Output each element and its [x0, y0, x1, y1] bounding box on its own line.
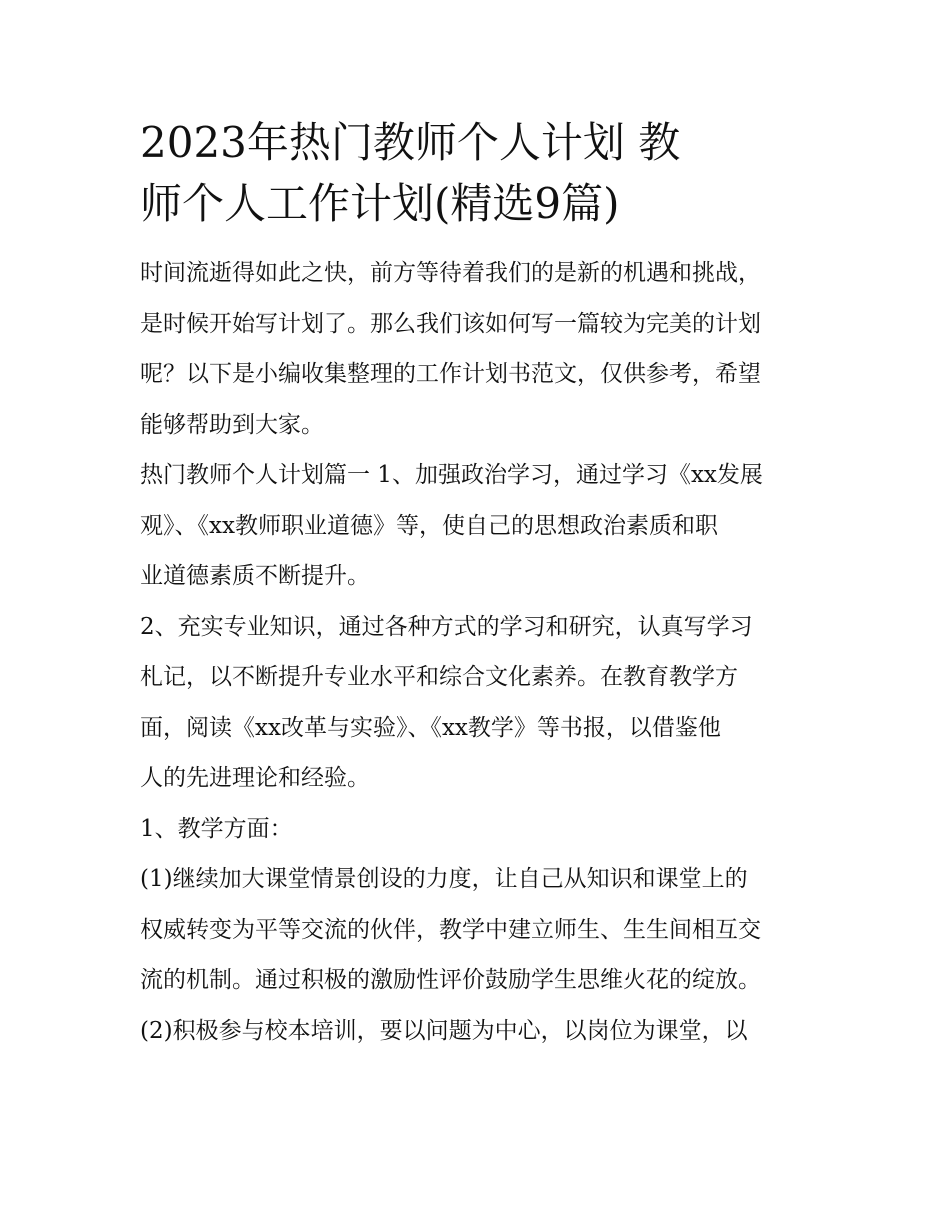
teaching-heading — [140, 804, 812, 855]
paragraph-line: 1、教学方面： — [140, 815, 293, 842]
paragraph-line: 人的先进理论和经验。 — [140, 765, 370, 791]
paragraph-line: 业道德素质不断提升。 — [140, 563, 370, 589]
paragraph-line: 面，阅读《xx改革与实验》、《xx教学》等书报，以借鉴他 — [140, 714, 721, 741]
document-page — [140, 112, 812, 1056]
training-paragraph — [140, 1006, 812, 1057]
paragraph-line: 观》、《xx教师职业道德》等，使自己的思想政治素质和职 — [140, 512, 718, 539]
paragraph-line: 2、充实专业知识，通过各种方式的学习和研究，认真写学习 — [140, 613, 753, 640]
paragraph-line: 流的机制。通过积极的激励性评价鼓励学生思维火花的绽放。 — [140, 967, 761, 993]
paragraph-line: (1)继续加大课堂情景创设的力度，让自己从知识和课堂上的 — [140, 866, 748, 892]
title-line-2: 师个人工作计划(精选9篇) — [140, 179, 620, 228]
paragraph-line: 是时候开始写计划了。那么我们该如何写一篇较为完美的计划 — [140, 310, 761, 337]
section-one-paragraph — [140, 450, 812, 602]
intro-paragraph — [140, 248, 812, 450]
classroom-paragraph — [140, 854, 812, 1006]
paragraph-line: 时间流逝得如此之快，前方等待着我们的是新的机遇和挑战， — [140, 260, 761, 286]
paragraph-line: 能够帮助到大家。 — [140, 411, 324, 438]
paragraph-line: (2)积极参与校本培训，要以问题为中心，以岗位为课堂，以 — [140, 1017, 748, 1044]
knowledge-paragraph — [140, 602, 812, 804]
paragraph-line: 权威转变为平等交流的伙伴，教学中建立师生、生生间相互交 — [140, 916, 761, 943]
title-line-1: 2023年热门教师个人计划 教 — [140, 118, 681, 167]
paragraph-line: 热门教师个人计划篇一 1、加强政治学习，通过学习《xx发展 — [140, 462, 763, 488]
paragraph-line: 呢？以下是小编收集整理的工作计划书范文，仅供参考，希望 — [140, 361, 761, 387]
document-title — [140, 112, 812, 234]
paragraph-line: 札记，以不断提升专业水平和综合文化素养。在教育教学方 — [140, 664, 738, 690]
